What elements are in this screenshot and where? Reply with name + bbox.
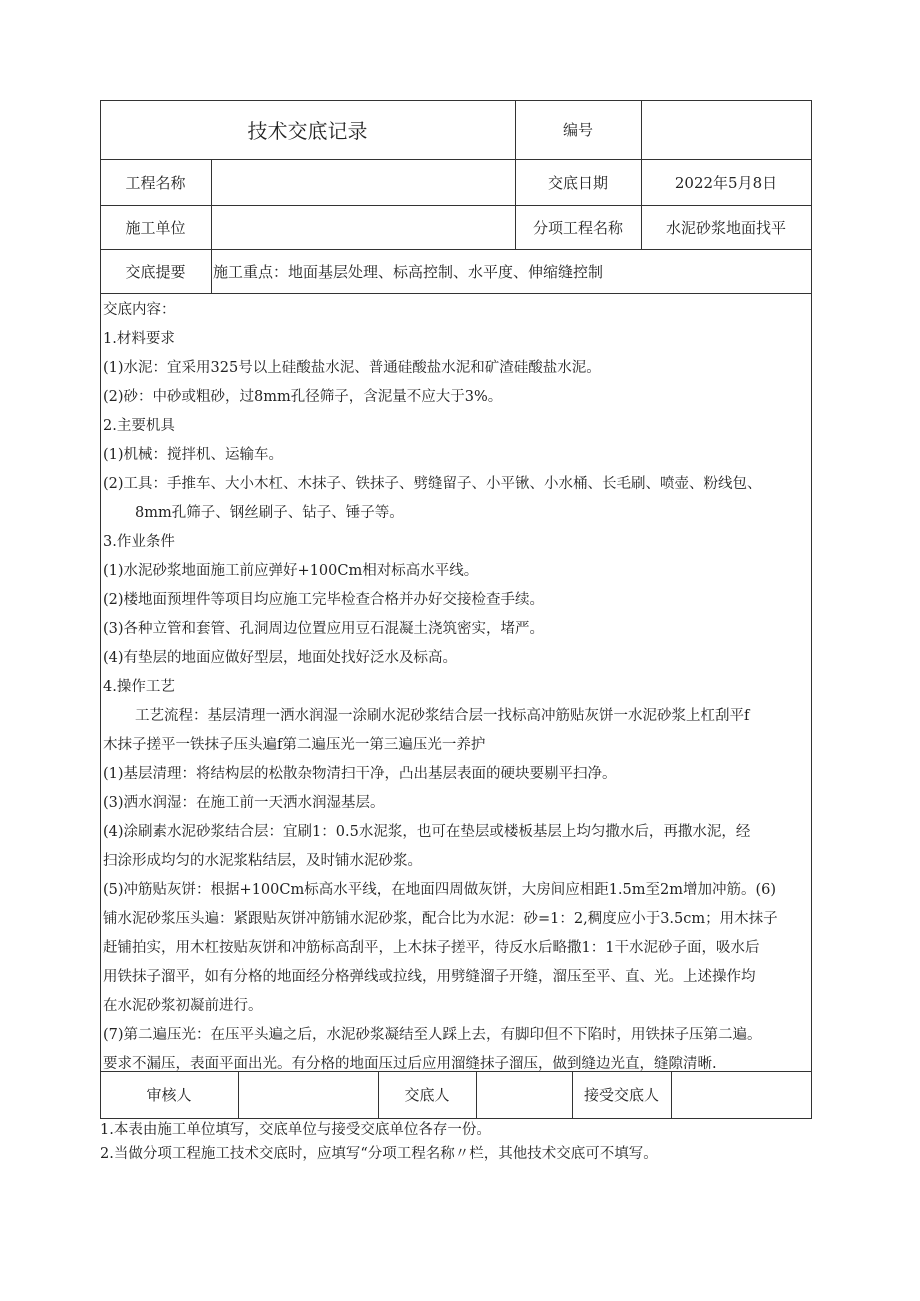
discloser-label: 交底人 xyxy=(404,1086,450,1104)
project-name-label: 工程名称 xyxy=(125,173,186,192)
date-field[interactable]: 2022年5月8日 xyxy=(674,173,778,192)
content-line: 用铁抹子溜平，如有分格的地面经分格弹线或拉线，用劈缝溜子开缝，溜压至平、直、光。上述操作均 xyxy=(103,969,756,985)
content-line: 3.作业条件 xyxy=(103,534,175,550)
content-line: 4.操作工艺 xyxy=(103,679,175,695)
content-line: (2)工具：手推车、大小木杠、木抹子、铁抹子、劈缝留子、小平锹、小水桶、长毛刷、喷壶、粉线包、 xyxy=(103,476,762,492)
disclosure-content xyxy=(103,296,809,1072)
content-line: 木抹子搓平一铁抹子压头遍f第二遍压光一第三遍压光一养护 xyxy=(103,737,486,753)
summary-field[interactable]: 施工重点：地面基层处理、标高控制、水平度、伸缩缝控制 xyxy=(213,262,604,281)
date-label: 交底日期 xyxy=(547,173,608,192)
project-name-field[interactable] xyxy=(211,159,515,205)
summary-label: 交底提要 xyxy=(125,262,186,281)
content-line: 要求不漏压，表面平面出光。有分格的地面压过后应用溜缝抹子溜压，做到缝边光直，缝隙清晰. xyxy=(103,1056,717,1072)
content-line: 赶铺拍实，用木杠按贴灰饼和冲筋标高刮平，上木抹子搓平，待反水后略撒1：1干水泥砂子面，吸水后 xyxy=(103,940,760,956)
content-line: (5)冲筋贴灰饼：根据+100Cm标高水平线，在地面四周做灰饼，大房间应相距1.5m至2m增加冲筋。(6) xyxy=(103,882,777,898)
footnote: 2.当做分项工程施工技术交底时，应填写“分项工程名称〃栏，其他技术交底可不填写。 xyxy=(100,1146,658,1162)
content-line: (1)基层清理：将结构层的松散杂物清扫干净，凸出基层表面的硬块要剔平扫净。 xyxy=(103,766,617,782)
discloser-field[interactable] xyxy=(476,1071,572,1118)
number-label: 编号 xyxy=(562,121,593,139)
content-line: (3)各种立管和套管、孔洞周边位置应用豆石混凝土浇筑密实，堵严。 xyxy=(103,621,545,637)
content-line: 扫涂形成均匀的水泥浆粘结层，及时铺水泥砂浆。 xyxy=(103,853,422,869)
content-heading: 交底内容： xyxy=(103,302,176,318)
content-line: 工艺流程：基层清理一洒水润湿一涂刷水泥砂浆结合层一找标高冲筋贴灰饼一水泥砂浆上杠刮平f xyxy=(135,708,750,724)
content-line: (3)洒水润湿：在施工前一天洒水润湿基层。 xyxy=(103,795,385,811)
content-line: 铺水泥砂浆压头遍：紧跟贴灰饼冲筋铺水泥砂浆，配合比为水泥：砂=1：2,稠度应小于3.5cm；用木抹子 xyxy=(103,911,778,927)
content-line: (1)水泥砂浆地面施工前应弹好+100Cm相对标高水平线。 xyxy=(103,563,479,579)
content-line: 2.主要机具 xyxy=(103,418,175,434)
reviewer-field[interactable] xyxy=(238,1071,378,1118)
content-line: (1)机械：搅拌机、运输车。 xyxy=(103,447,284,463)
content-line: 在水泥砂浆初凝前进行。 xyxy=(103,998,263,1014)
content-line: (2)砂：中砂或粗砂，过8mm孔径筛子，含泥量不应大于3%。 xyxy=(103,389,503,405)
subproject-name-field[interactable]: 水泥砂浆地面找平 xyxy=(665,218,786,237)
number-field[interactable] xyxy=(641,100,811,159)
footnotes xyxy=(100,1118,812,1166)
content-line: (7)第二遍压光：在压平头遍之后，水泥砂浆凝结至人踩上去，有脚印但不下陷时，用铁抹子压第二遍。 xyxy=(103,1027,762,1043)
receiver-field[interactable] xyxy=(671,1071,811,1118)
reviewer-label: 审核人 xyxy=(146,1086,192,1104)
footnote: 1.本表由施工单位填写，交底单位与接受交底单位各存一份。 xyxy=(100,1122,491,1138)
content-line: (4)涂刷素水泥砂浆结合层：宜刷1：0.5水泥浆，也可在垫层或楼板基层上均匀撒水后，再撒水泥，经 xyxy=(103,824,751,840)
receiver-label: 接受交底人 xyxy=(583,1086,659,1104)
content-line: 1.材料要求 xyxy=(103,331,175,347)
page-title: 技术交底记录 xyxy=(247,119,368,143)
content-line: (2)楼地面预埋件等项目均应施工完毕检查合格并办好交接检查手续。 xyxy=(103,592,545,608)
content-line: 8mm孔筛子、钢丝刷子、钻子、锤子等。 xyxy=(135,505,404,521)
content-line: (4)有垫层的地面应做好型层，地面处找好泛水及标高。 xyxy=(103,650,458,666)
construction-unit-field[interactable] xyxy=(211,205,515,249)
content-line: (1)水泥：宜采用325号以上硅酸盐水泥、普通硅酸盐水泥和矿渣硅酸盐水泥。 xyxy=(103,360,601,376)
construction-unit-label: 施工单位 xyxy=(125,218,186,237)
subproject-name-label: 分项工程名称 xyxy=(532,218,623,237)
